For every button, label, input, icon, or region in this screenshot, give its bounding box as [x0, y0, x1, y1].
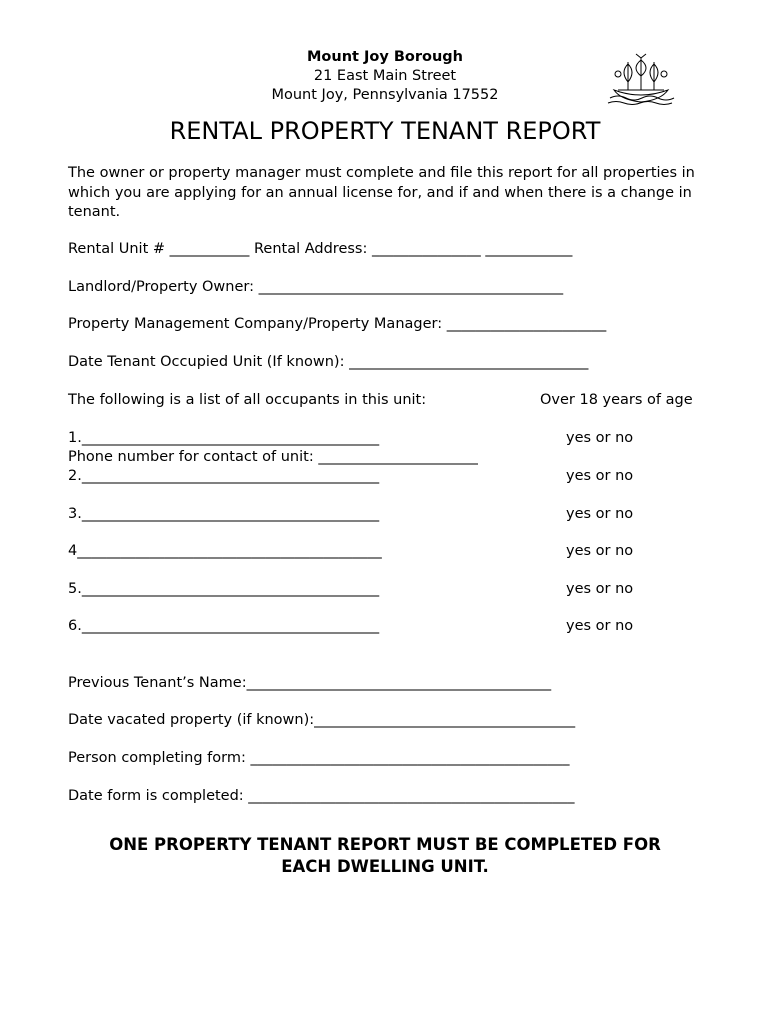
occupant-age-1[interactable]: yes or no [566, 430, 634, 446]
rental-unit-address-field[interactable]: Rental Unit # ___________ Rental Address: _______________ ____________ [68, 241, 573, 257]
occupant-line-3[interactable]: 3._________________________________________ [68, 506, 380, 522]
occupant-age-3[interactable]: yes or no [566, 506, 634, 522]
city-state-zip: Mount Joy, Pennsylvania 17552 [271, 87, 499, 103]
intro-paragraph: The owner or property manager must complete and file this report for all properties in which you are applying for an annual license for, and if and when there is a change in tenant. [68, 165, 695, 220]
occupant-line-4[interactable]: 4__________________________________________ [68, 543, 382, 559]
occupant-line-6[interactable]: 6._________________________________________ [68, 618, 380, 634]
completion-notice: ONE PROPERTY TENANT REPORT MUST BE COMPLETED FOR EACH DWELLING UNIT. [109, 835, 661, 876]
date-completed-field[interactable]: Date form is completed: _____________________________________________ [68, 788, 575, 804]
page-title: RENTAL PROPERTY TENANT REPORT [169, 117, 601, 145]
occupant-age-5[interactable]: yes or no [566, 581, 634, 597]
occupant-age-2[interactable]: yes or no [566, 468, 634, 484]
occupant-line-5[interactable]: 5._________________________________________ [68, 581, 380, 597]
previous-tenant-field[interactable]: Previous Tenant’s Name:__________________________________________ [68, 675, 552, 691]
occupants-heading: The following is a list of all occupants in this unit: [68, 392, 427, 408]
landlord-field[interactable]: Landlord/Property Owner: __________________________________________ [68, 279, 564, 295]
date-vacated-field[interactable]: Date vacated property (if known):____________________________________ [68, 712, 576, 728]
age-column-heading: Over 18 years of age [540, 392, 693, 408]
organization-name: Mount Joy Borough [306, 49, 464, 65]
street-address: 21 East Main Street [313, 68, 457, 84]
occupant-line-1[interactable]: 1._________________________________________ [68, 430, 380, 446]
occupant-age-6[interactable]: yes or no [566, 618, 634, 634]
date-occupied-field[interactable]: Date Tenant Occupied Unit (If known): _________________________________ [68, 354, 589, 370]
borough-seal-icon [606, 50, 676, 106]
occupant-line-2[interactable]: 2._________________________________________ [68, 468, 380, 484]
phone-contact-field[interactable]: Phone number for contact of unit: ______________________ [68, 449, 478, 465]
person-completing-field[interactable]: Person completing form: ____________________________________________ [68, 750, 570, 766]
management-company-field[interactable]: Property Management Company/Property Manager: ______________________ [68, 316, 607, 332]
occupant-age-4[interactable]: yes or no [566, 543, 634, 559]
